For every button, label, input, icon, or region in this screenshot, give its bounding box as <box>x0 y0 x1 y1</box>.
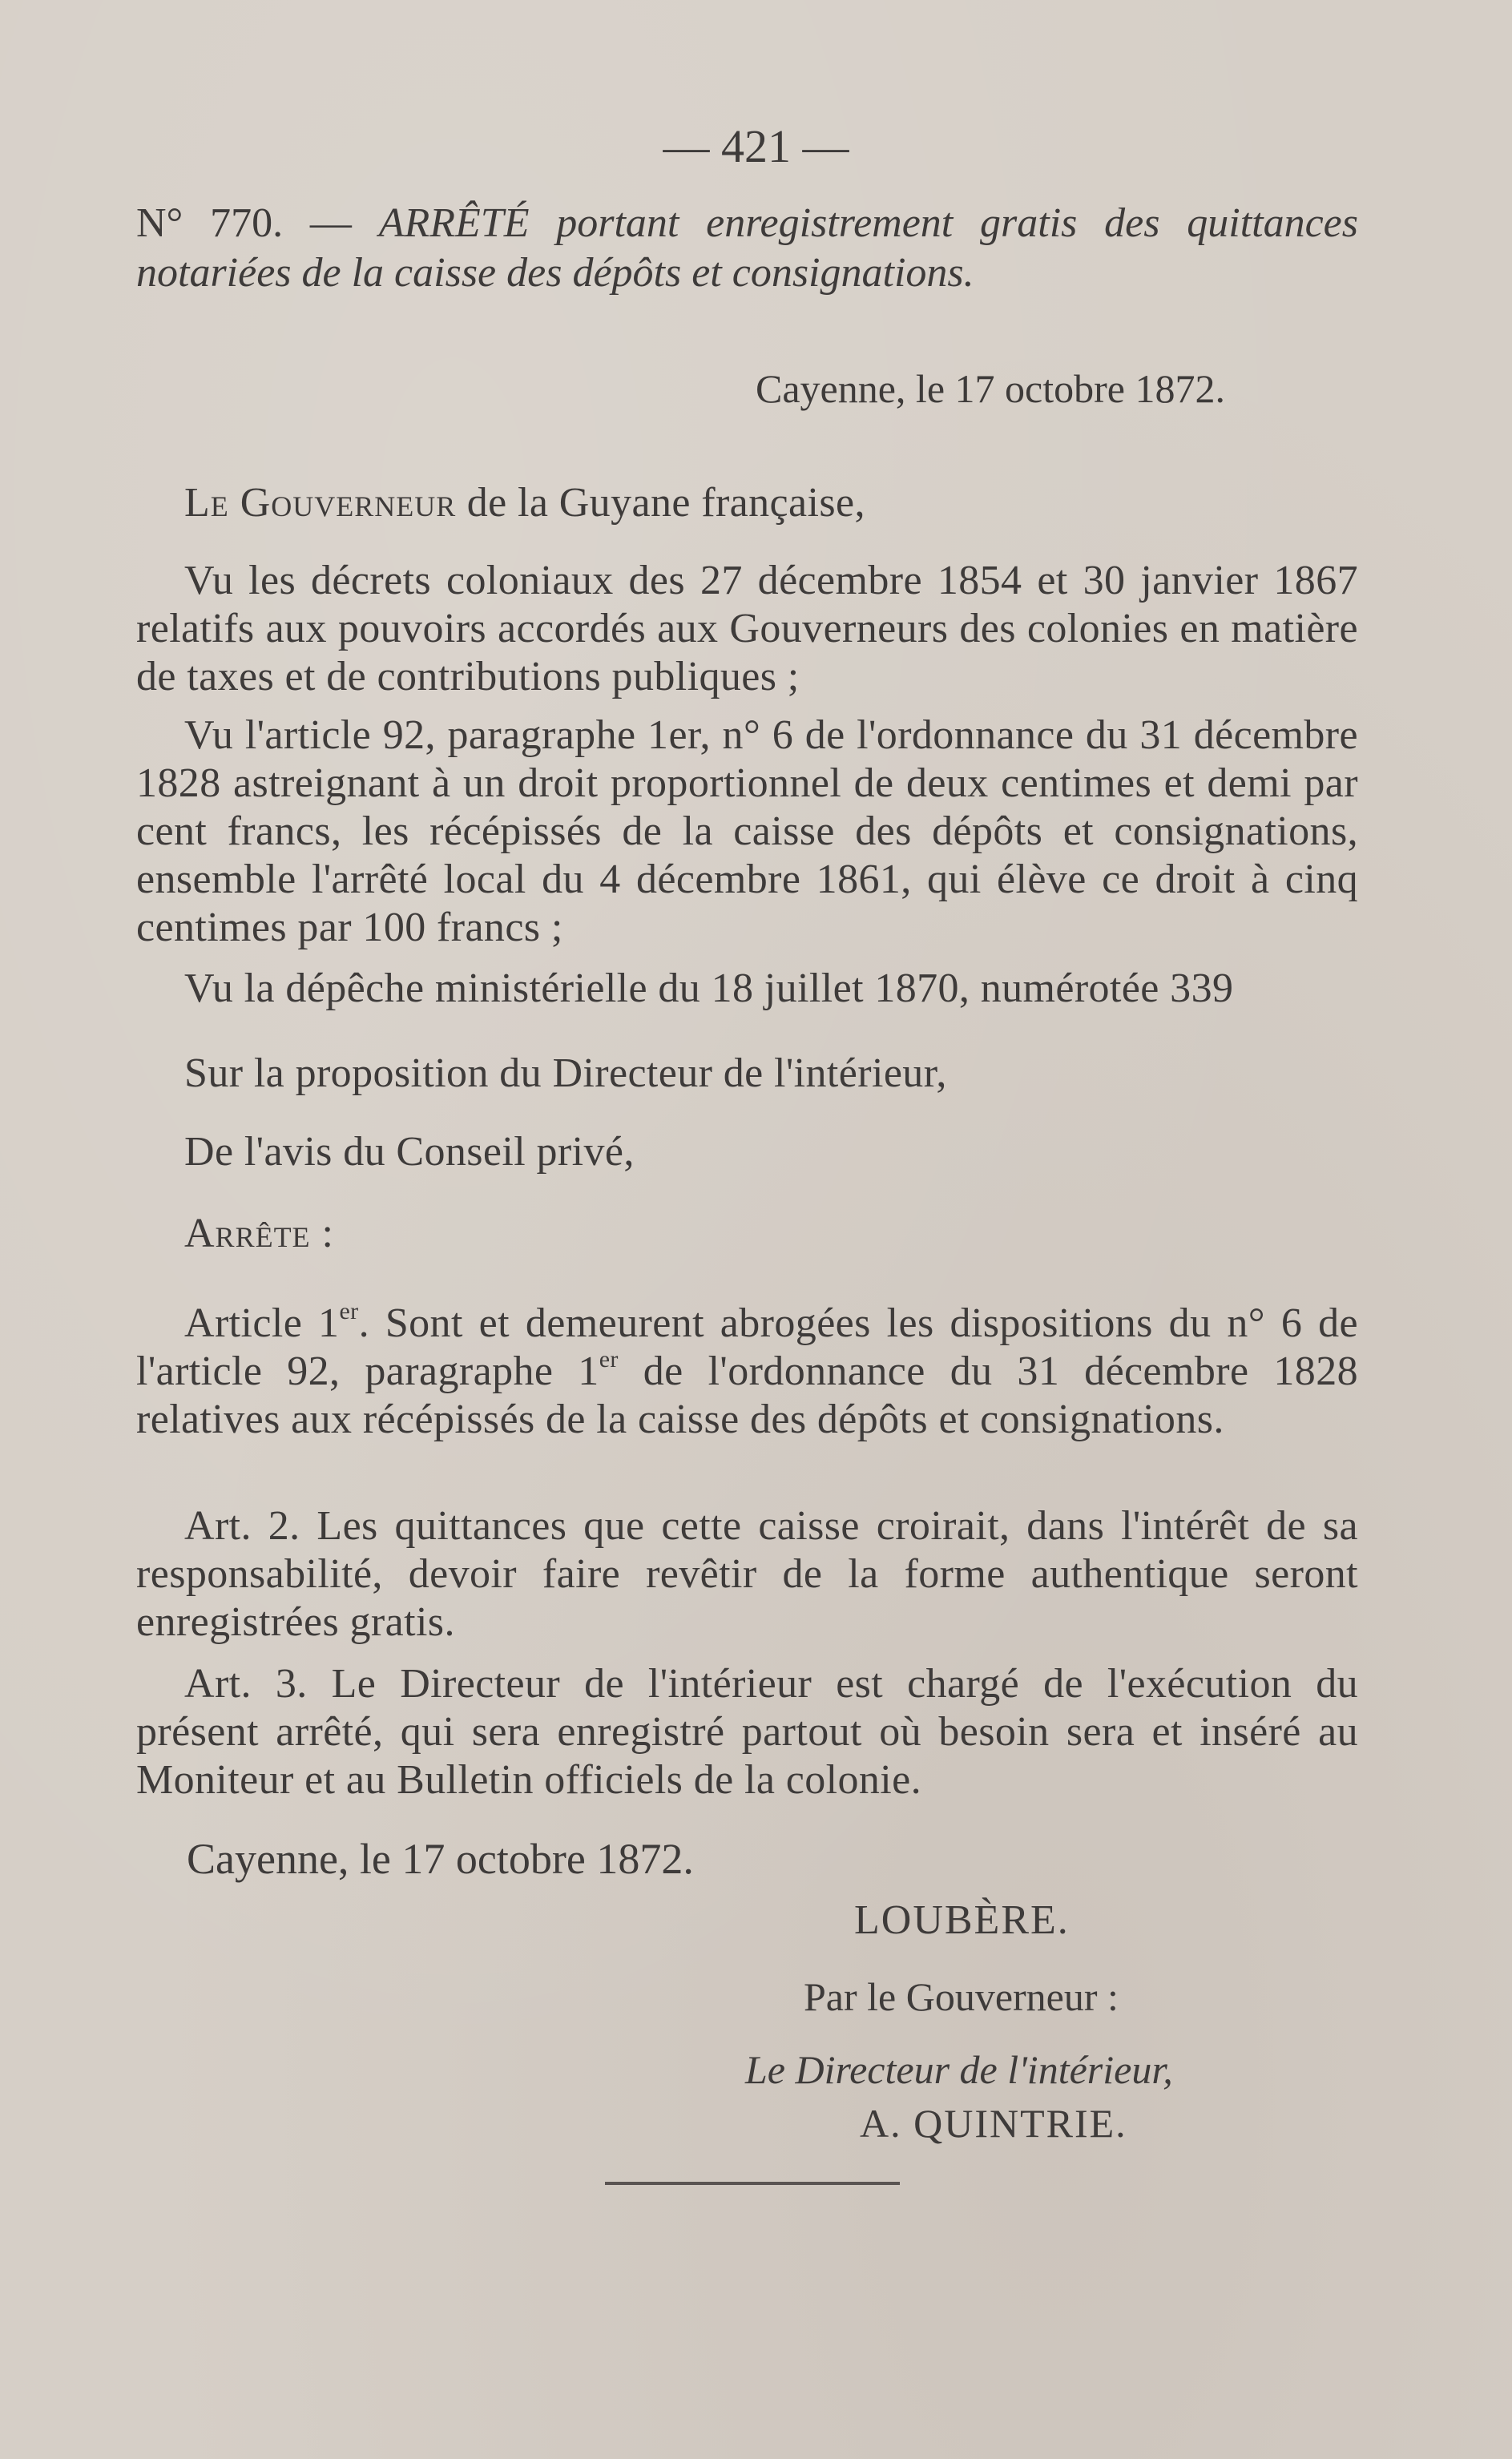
heading-title: ARRÊTÉ portant enregistrement gratis des quittances notariées de la caisse des dépôts et consignations. <box>136 200 1358 296</box>
article-1 <box>136 1300 1358 1444</box>
consideration-2: Vu l'article 92, paragraphe 1er, n° 6 de l'ordonnance du 31 décembre 1828 astreignant à un droit proportionnel de deux centimes et demi par cent francs, les récépissés de la caisse des dépôts et consignations, ensemble l'arrêté local du 4 décembre 1861, qui élève ce droit à cinq centimes par 100 francs ; <box>136 712 1358 950</box>
heading <box>136 199 1358 298</box>
article-1-text-b: de l'ordonnance du 31 décembre 1828 relatives aux récépissés de la caisse des dépôts et consignations. <box>136 1348 1358 1442</box>
dateline: Cayenne, le 17 octobre 1872. <box>756 366 1225 411</box>
consideration-5: De l'avis du Conseil privé, <box>184 1129 635 1175</box>
heading-number: N° 770. — <box>136 200 352 246</box>
role-line: Le Directeur de l'intérieur, <box>745 2047 1173 2092</box>
closing-rule <box>605 2182 900 2185</box>
article-2: Art. 2. Les quittances que cette caisse croirait, dans l'intérêt de sa responsabilité, devoir faire revêtir de la forme authentique seront enregistrées gratis. <box>136 1503 1358 1645</box>
signatory: LOUBÈRE. <box>854 1897 1070 1943</box>
consideration-1: Vu les décrets coloniaux des 27 décembre 1854 et 30 janvier 1867 relatifs aux pouvoirs accordés aux Gouverneurs des colonies en matière de taxes et de contributions publiques ; <box>136 558 1358 699</box>
article-1-sup: er <box>339 1298 359 1324</box>
by-line: Par le Gouverneur : <box>804 1974 1119 2019</box>
decree-word: Arrête : <box>184 1211 334 1256</box>
authority-rest: de la Guyane française, <box>456 480 865 526</box>
article-1-lead: Article 1 <box>184 1300 340 1346</box>
closing-dateline: Cayenne, le 17 octobre 1872. <box>187 1835 694 1883</box>
article-1-text-a: . Sont et demeurent abrogées les dispositions du n° 6 de l'article 92, paragraphe 1 <box>136 1300 1358 1394</box>
countersign: A. QUINTRIE. <box>860 2101 1127 2146</box>
consideration-4: Sur la proposition du Directeur de l'intérieur, <box>184 1050 947 1096</box>
authority-prefix: Le Gouverneur <box>184 480 457 526</box>
page-number: — 421 — <box>663 120 849 172</box>
authority-line <box>184 479 1358 527</box>
consideration-3: Vu la dépêche ministérielle du 18 juillet 1870, numérotée 339 <box>184 965 1234 1011</box>
article-1-sup-2: er <box>599 1346 619 1373</box>
article-3: Art. 3. Le Directeur de l'intérieur est chargé de l'exécution du présent arrêté, qui sera enregistré partout où besoin sera et inséré au Moniteur et au Bulletin officiels de la colonie. <box>136 1661 1358 1803</box>
